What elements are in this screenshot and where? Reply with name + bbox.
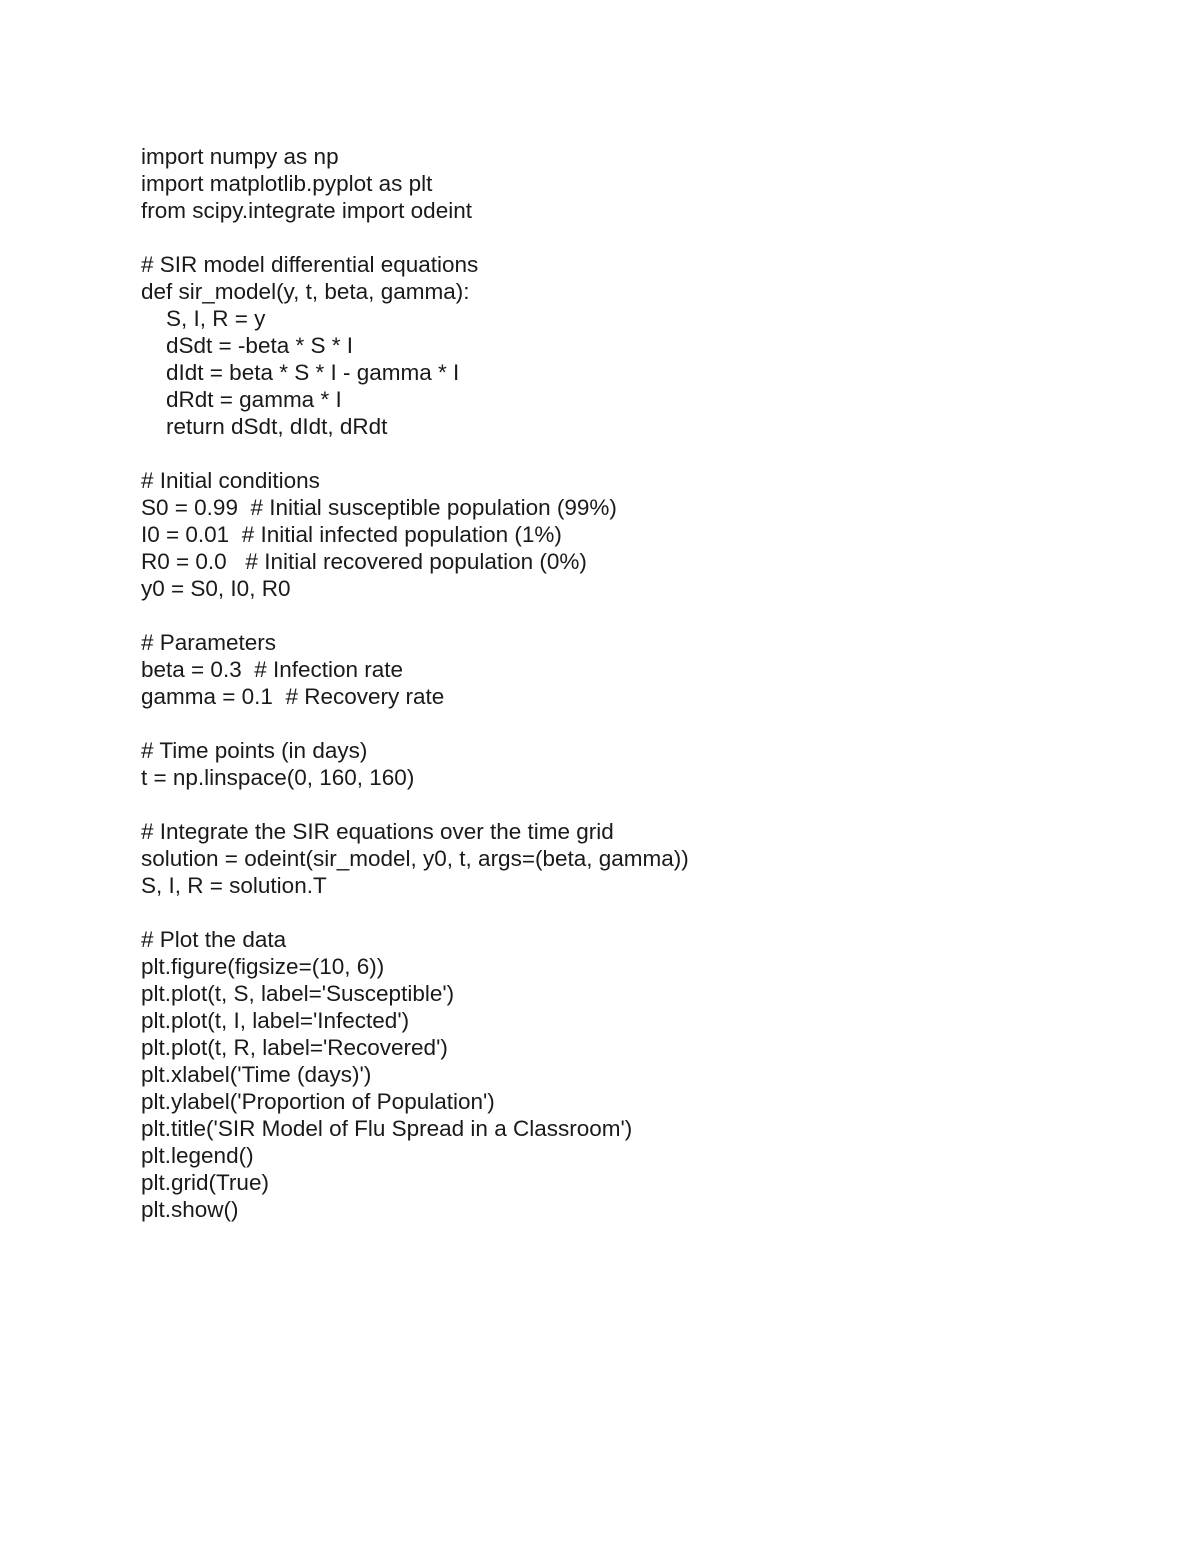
code-line: t = np.linspace(0, 160, 160) [141,765,415,790]
code-line: dIdt = beta * S * I - gamma * I [141,360,460,385]
blank-line [141,602,1141,629]
code-line: y0 = S0, I0, R0 [141,576,291,601]
blank-line [141,440,1141,467]
code-comment: # Initial conditions [141,468,320,493]
code-line: plt.plot(t, R, label='Recovered') [141,1035,448,1060]
code-comment: # Integrate the SIR equations over the time grid [141,819,614,844]
code-line: S0 = 0.99 # Initial susceptible population (99%) [141,495,617,520]
code-line: plt.xlabel('Time (days)') [141,1062,372,1087]
code-line: solution = odeint(sir_model, y0, t, args=(beta, gamma)) [141,846,689,871]
code-listing [141,143,1141,1223]
code-line: gamma = 0.1 # Recovery rate [141,684,445,709]
code-line: from scipy.integrate import odeint [141,198,472,223]
code-line: dSdt = -beta * S * I [141,333,353,358]
code-comment: # SIR model differential equations [141,252,479,277]
code-line: return dSdt, dIdt, dRdt [141,414,388,439]
blank-line [141,224,1141,251]
code-line: plt.legend() [141,1143,254,1168]
blank-line [141,899,1141,926]
code-line: import matplotlib.pyplot as plt [141,171,433,196]
code-comment: # Time points (in days) [141,738,368,763]
code-comment: # Plot the data [141,927,287,952]
code-line: dRdt = gamma * I [141,387,342,412]
blank-line [141,791,1141,818]
code-line: R0 = 0.0 # Initial recovered population (0%) [141,549,587,574]
code-line: def sir_model(y, t, beta, gamma): [141,279,470,304]
code-line: plt.title('SIR Model of Flu Spread in a Classroom') [141,1116,633,1141]
code-line: plt.show() [141,1197,239,1222]
code-line: beta = 0.3 # Infection rate [141,657,404,682]
code-line: plt.plot(t, S, label='Susceptible') [141,981,455,1006]
code-comment: # Parameters [141,630,277,655]
code-line: plt.plot(t, I, label='Infected') [141,1008,410,1033]
code-line: S, I, R = y [141,306,266,331]
code-line: plt.ylabel('Proportion of Population') [141,1089,495,1114]
blank-line [141,710,1141,737]
code-line: plt.grid(True) [141,1170,269,1195]
code-line: import numpy as np [141,144,339,169]
code-line: S, I, R = solution.T [141,873,327,898]
code-line: I0 = 0.01 # Initial infected population (1%) [141,522,562,547]
code-line: plt.figure(figsize=(10, 6)) [141,954,385,979]
